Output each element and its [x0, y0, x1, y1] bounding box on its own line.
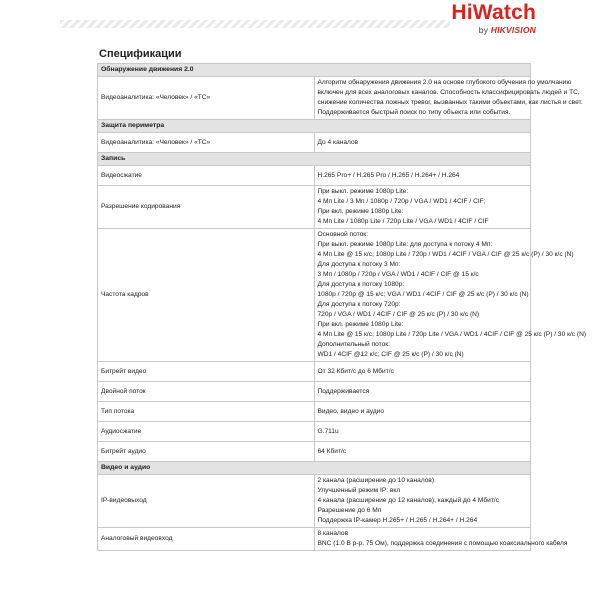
spec-value-line: 4 Мп Lite / 3 Мп / 1080p / 720p / VGA / WD1 / 4CIF / CIF;	[317, 198, 486, 205]
spec-value-line: Поддерживается быстрый поиск по типу объекта или события.	[317, 109, 511, 116]
spec-value-line: Улучшенный режим IP: вкл	[317, 487, 401, 494]
section-header-row	[98, 120, 531, 133]
spec-value-line: G.711u	[317, 427, 339, 435]
page-title: Спецификации	[99, 48, 182, 60]
spec-value-line: Для доступа к потоку 1080p:	[317, 281, 405, 288]
spec-value-line: 1080p / 720p @ 15 к/с; VGA / WD1 / 4CIF / CIF @ 25 к/с (P) / 30 к/с (N)	[317, 291, 529, 298]
spec-row	[98, 186, 531, 229]
spec-value	[314, 166, 531, 186]
decorative-stripes	[60, 20, 450, 28]
spec-value-line: Основной поток:	[317, 231, 368, 238]
spec-key: Двойной поток	[98, 382, 315, 402]
spec-row	[98, 166, 531, 186]
spec-value-line: 4 Мп Lite @ 15 к/с; 1080p Lite / 720p / WD1 / 4CIF / VGA / CIF @ 25 к/с (P) / 30 к/с (N)	[317, 251, 574, 258]
spec-value-line: 4 канала (расширение до 12 каналов), каждый до 4 Мбит/с	[317, 497, 499, 504]
spec-value-line: 4 Мп Lite / 1080p Lite / 720p Lite / VGA / WD1 / 4CIF / CIF	[317, 218, 489, 225]
spec-value-line: Алгоритм обнаружения движения 2.0 на основе глубокого обучения по умолчанию	[317, 79, 572, 86]
spec-value-line: H.265 Pro+ / H.265 Pro / H.265 / H.264+ / H.264	[317, 171, 460, 179]
spec-row	[98, 422, 531, 442]
spec-row	[98, 229, 531, 362]
spec-value-line: 3 Мп / 1080p / 720p / VGA / WD1 / 4CIF / CIF @ 15 к/с	[317, 271, 479, 278]
section-header-row	[98, 153, 531, 166]
spec-key: Разрешение кодирования	[98, 186, 315, 229]
spec-row	[98, 382, 531, 402]
spec-value	[314, 229, 587, 362]
section-title: Видео и аудио	[98, 462, 531, 475]
spec-row	[98, 528, 531, 551]
spec-key: Битрейт аудио	[98, 442, 315, 462]
spec-value	[314, 422, 531, 442]
spec-value-line: При выкл. режиме 1080p Lite: для доступа к потоку 4 Мп:	[317, 241, 493, 248]
spec-value	[314, 186, 531, 229]
spec-key: Тип потока	[98, 402, 315, 422]
section-header-row	[98, 462, 531, 475]
spec-value-line: 720p / VGA / WD1 / 4CIF / CIF @ 25 к/с (P) / 30 к/с (N)	[317, 311, 480, 318]
spec-value-line: При вкл. режиме 1080p Lite:	[317, 208, 404, 215]
spec-value-line: При выкл. режиме 1080p Lite:	[317, 188, 409, 195]
brand-logo	[451, 2, 536, 35]
spec-value	[314, 133, 531, 153]
spec-table	[97, 63, 587, 551]
section-title: Обнаружение движения 2.0	[98, 64, 531, 77]
spec-value-line: включен для всех аналоговых каналов. Способность классифицировать людей и ТС,	[317, 89, 580, 96]
spec-value	[314, 77, 583, 120]
spec-key: Видеоаналитика: «Человек» / «ТС»	[98, 133, 315, 153]
spec-value	[314, 442, 531, 462]
spec-value-line: WD1 / 4CIF @12 к/с; CIF @ 25 к/с (P) / 30 к/с (N)	[317, 351, 464, 358]
section-title: Защита периметра	[98, 120, 531, 133]
logo-sub-prefix: by	[478, 25, 489, 35]
spec-row	[98, 475, 531, 528]
spec-value-line: Поддерживается	[317, 387, 370, 395]
spec-row	[98, 442, 531, 462]
spec-row	[98, 133, 531, 153]
logo-sub-brand: HIKVISION	[490, 25, 536, 35]
spec-value-line: Для доступа к потоку 720p:	[317, 301, 401, 308]
spec-value-line: 8 каналов	[317, 530, 349, 537]
section-title: Запись	[98, 153, 531, 166]
spec-value-line: 4 Мп Lite @ 15 к/с; 1080p Lite / 720p Lite / VGA / WD1 / 4CIF / CIF @ 25 к/с (P) / 30 к/с (N)	[317, 331, 587, 338]
spec-value	[314, 382, 531, 402]
spec-key: Видеосжатие	[98, 166, 315, 186]
spec-key: Видеоаналитика: «Человек» / «ТС»	[98, 77, 315, 120]
spec-value-line: Дополнительный поток:	[317, 341, 390, 348]
spec-value-line: Разрешение до 6 Мп	[317, 507, 382, 514]
spec-value-line: 2 канала (расширение до 10 каналов)	[317, 477, 435, 484]
spec-row	[98, 362, 531, 382]
spec-value-line: От 32 Кбит/с до 6 Мбит/с	[317, 367, 394, 375]
spec-key: Аудиосжатие	[98, 422, 315, 442]
spec-value-line: При вкл. режиме 1080p Lite:	[317, 321, 404, 328]
logo-subline	[451, 25, 536, 35]
spec-value	[314, 475, 531, 528]
spec-key: IP-видеовыход	[98, 475, 315, 528]
spec-value	[314, 402, 531, 422]
spec-row	[98, 402, 531, 422]
spec-row	[98, 77, 531, 120]
spec-table-body	[98, 64, 587, 551]
section-header-row	[98, 64, 531, 77]
spec-value-line: Для доступа к потоку 3 Мп:	[317, 261, 401, 268]
spec-value-line: 64 Кбит/с	[317, 447, 347, 455]
spec-value	[314, 362, 531, 382]
spec-value	[314, 528, 568, 551]
spec-value-line: Видео, видео и аудио	[317, 407, 385, 415]
spec-key: Частота кадров	[98, 229, 315, 362]
spec-key: Битрейт видео	[98, 362, 315, 382]
spec-value-line: Поддержка IP-камер H.265+ / H.265 / H.264+ / H.264	[317, 517, 478, 524]
spec-value-line: BNC (1.0 В р-р, 75 Ом), поддержка соединения с помощью коаксиального кабеля	[317, 540, 568, 547]
spec-key: Аналоговый видеовход	[98, 528, 315, 551]
spec-value-line: До 4 каналов	[317, 138, 359, 146]
spec-value-line: снижение количества ложных тревог, вызванных такими объектами, как листья и свет.	[317, 99, 583, 106]
page-header	[0, 0, 600, 42]
logo-wordmark: HiWatch	[451, 1, 536, 24]
